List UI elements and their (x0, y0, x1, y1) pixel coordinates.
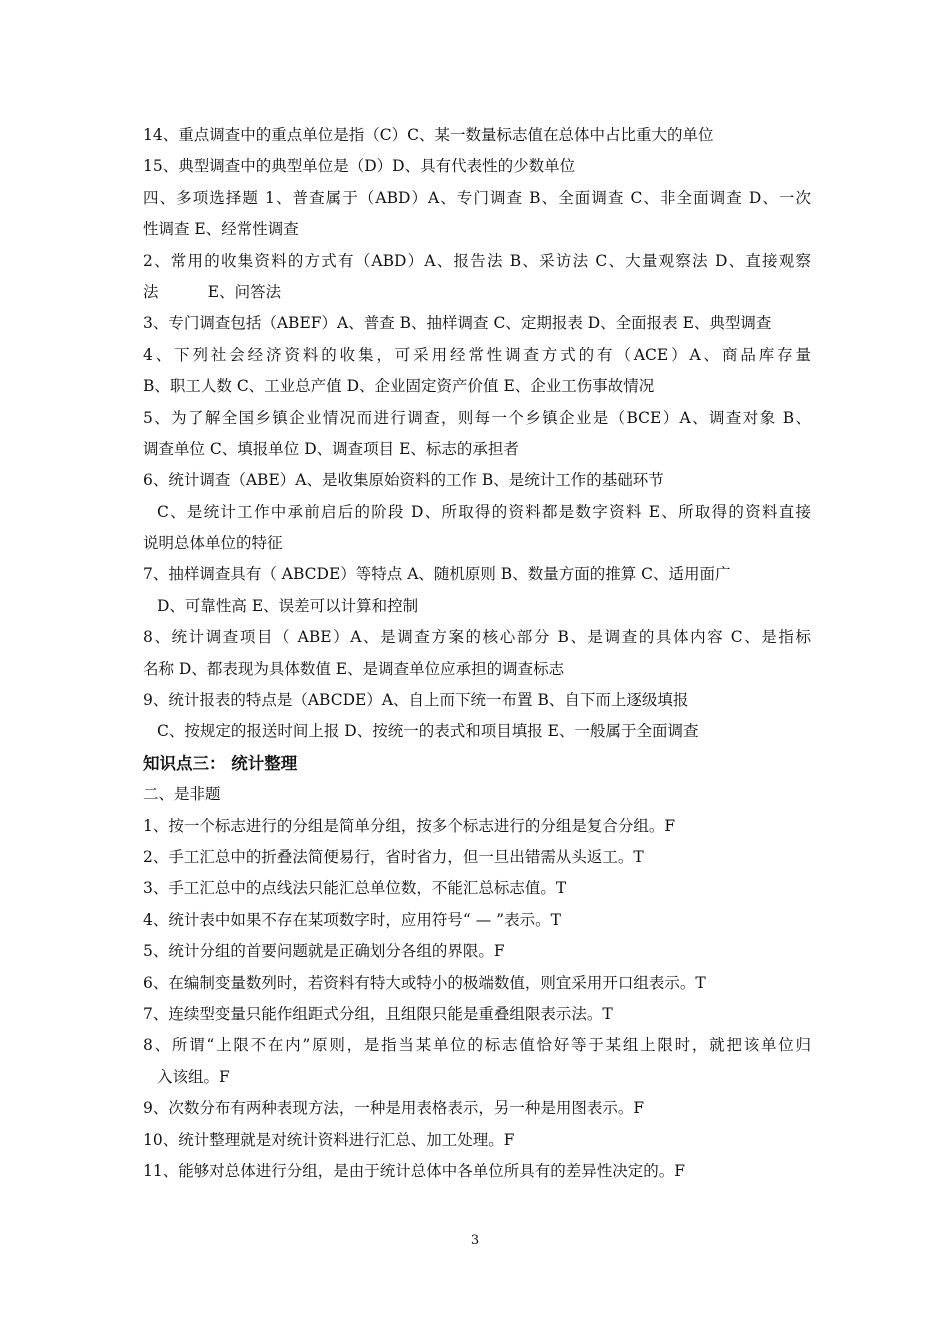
text-line: 8、统计调查项目（ ABE）A、是调查方案的核心部分 B、是调查的具体内容 C、是指标 (143, 628, 811, 647)
text-line: D、可靠性高 E、误差可以计算和控制 (157, 596, 419, 615)
text-line: 9、统计报表的特点是（ABCDE）A、自上而下统一布置 B、自下而上逐级填报 (143, 691, 689, 710)
page-body (143, 120, 811, 1187)
text-line: 调查单位 C、填报单位 D、调查项目 E、标志的承担者 (143, 439, 519, 458)
text-line: 5、统计分组的首要问题就是正确划分各组的界限。F (143, 942, 505, 961)
text-line: 说明总体单位的特征 (143, 534, 283, 553)
text-line: 4、下列社会经济资料的收集，可采用经常性调查方式的有（ACE）A、商品库存量 (143, 345, 811, 364)
text-line: 7、抽样调查具有（ ABCDE）等特点 A、随机原则 B、数量方面的推算 C、适用面广 (143, 565, 731, 584)
text-line: 6、在编制变量数列时，若资料有特大或特小的极端数值，则宜采用开口组表示。T (143, 973, 706, 992)
page-number: 3 (470, 1233, 480, 1248)
text-line: B、职工人数 C、工业总产值 D、企业固定资产价值 E、企业工伤事故情况 (143, 377, 655, 396)
text-line: 9、次数分布有两种表现方法，一种是用表格表示，另一种是用图表示。F (143, 1099, 645, 1118)
text-line: 3、专门调查包括（ABEF）A、普查 B、抽样调查 C、定期报表 D、全面报表 E、典型调查 (143, 314, 772, 333)
text-line: C、按规定的报送时间上报 D、按统一的表式和项目填报 E、一般属于全面调查 (157, 722, 699, 741)
text-line: 性调查 E、经常性调查 (143, 220, 299, 239)
text-line: 名称 D、都表现为具体数值 E、是调查单位应承担的调查标志 (143, 659, 565, 678)
text-line: 6、统计调查（ABE）A、是收集原始资料的工作 B、是统计工作的基础环节 (143, 471, 664, 490)
text-line: 法 E、问答法 (143, 282, 282, 301)
text-line: 2、手工汇总中的折叠法简便易行，省时省力，但一旦出错需从头返工。T (143, 847, 644, 866)
text-line: 2、常用的收集资料的方式有（ABD）A、报告法 B、采访法 C、大量观察法 D、直接观察 (143, 251, 811, 270)
text-line: 入该组。F (157, 1067, 230, 1086)
text-line: 10、统计整理就是对统计资料进行汇总、加工处理。F (143, 1130, 515, 1149)
text-line: 3、手工汇总中的点线法只能汇总单位数，不能汇总标志值。T (143, 879, 567, 898)
text-line: 7、连续型变量只能作组距式分组，且组限只能是重叠组限表示法。T (143, 1004, 613, 1023)
text-line: 8、所谓“上限不在内”原则，是指当某单位的标志值恰好等于某组上限时，就把该单位归 (143, 1036, 811, 1055)
text-line: C、是统计工作中承前启后的阶段 D、所取得的资料都是数字资料 E、所取得的资料直接 (157, 502, 811, 521)
section-heading: 知识点三： 统计整理 (143, 753, 298, 773)
text-line: 4、统计表中如果不存在某项数字时，应用符号“ — ”表示。T (143, 910, 561, 929)
subsection-heading: 二、是非题 (143, 785, 221, 804)
text-line: 1、按一个标志进行的分组是简单分组，按多个标志进行的分组是复合分组。F (143, 816, 676, 835)
text-line: 四、多项选择题 1、普查属于（ABD）A、专门调查 B、全面调查 C、非全面调查 D、一次 (143, 188, 811, 207)
text-line: 15、典型调查中的典型单位是（D）D、具有代表性的少数单位 (143, 157, 576, 176)
text-line: 5、为了解全国乡镇企业情况而进行调查，则每一个乡镇企业是（BCE）A、调查对象 B、 (143, 408, 811, 427)
text-line: 11、能够对总体进行分组，是由于统计总体中各单位所具有的差异性决定的。F (143, 1161, 685, 1180)
text-line: 14、重点调查中的重点单位是指（C）C、某一数量标志值在总体中占比重大的单位 (143, 126, 714, 144)
